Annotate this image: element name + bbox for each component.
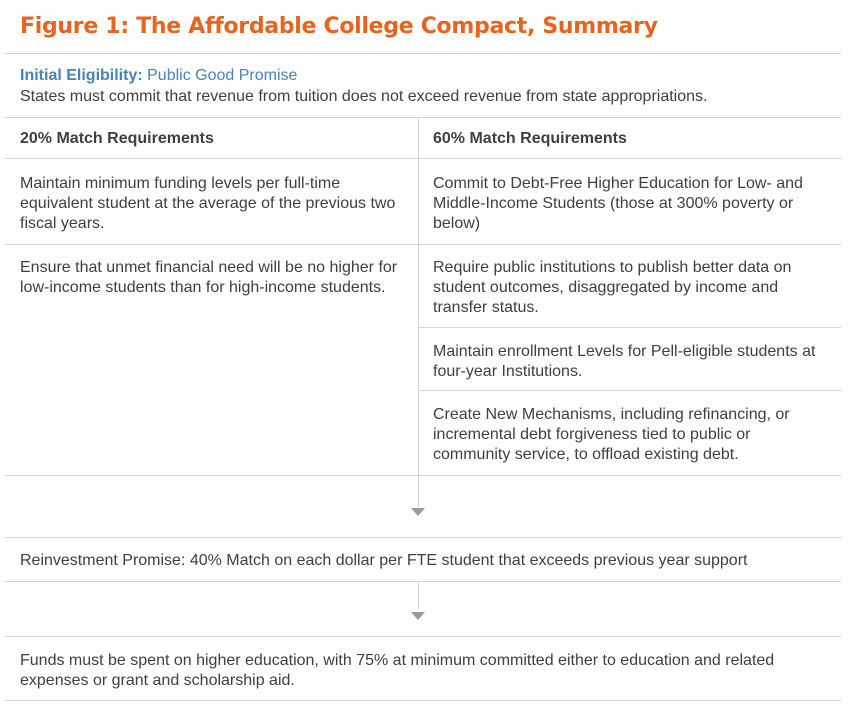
divider bbox=[418, 390, 841, 391]
connector-line bbox=[418, 581, 419, 609]
eligibility-name: Public Good Promise bbox=[147, 67, 298, 84]
figure-title: Figure 1: The Affordable College Compact, Summary bbox=[20, 14, 658, 39]
left-item: Maintain minimum funding levels per full-time equivalent student at the average of the previous two fiscal years. bbox=[20, 175, 396, 232]
divider bbox=[5, 158, 841, 159]
eligibility-description: States must commit that revenue from tuition does not exceed revenue from state appropriations. bbox=[20, 88, 708, 105]
right-item: Require public institutions to publish better data on student outcomes, disaggregated by income and transfer status. bbox=[433, 259, 792, 316]
left-column-header: 20% Match Requirements bbox=[20, 130, 214, 147]
divider bbox=[5, 700, 841, 701]
reinvestment-promise: Reinvestment Promise: 40% Match on each dollar per FTE student that exceeds previous year support bbox=[20, 552, 748, 569]
funds-requirement: Funds must be spent on higher education, with 75% at minimum committed either to education and related expenses or grant and scholarship aid. bbox=[20, 652, 775, 689]
divider bbox=[5, 53, 841, 54]
right-item: Create New Mechanisms, including refinancing, or incremental debt forgiveness tied to public or community service, to offload existing debt. bbox=[433, 406, 790, 463]
down-arrow-icon bbox=[411, 612, 425, 620]
column-divider bbox=[418, 117, 419, 507]
right-column-header: 60% Match Requirements bbox=[433, 130, 627, 147]
right-item: Commit to Debt-Free Higher Education for Low- and Middle-Income Students (those at 300% poverty or below) bbox=[433, 175, 803, 232]
divider bbox=[5, 475, 841, 476]
right-item: Maintain enrollment Levels for Pell-eligible students at four-year Institutions. bbox=[433, 343, 816, 380]
divider bbox=[5, 537, 841, 538]
down-arrow-icon bbox=[411, 508, 425, 516]
divider bbox=[5, 244, 841, 245]
divider bbox=[5, 636, 841, 637]
divider bbox=[5, 117, 841, 118]
eligibility-heading bbox=[20, 66, 297, 86]
left-item: Ensure that unmet financial need will be no higher for low-income students than for high-income students. bbox=[20, 259, 398, 296]
divider bbox=[418, 327, 841, 328]
eligibility-label: Initial Eligibility: bbox=[20, 67, 143, 84]
divider bbox=[5, 581, 841, 582]
